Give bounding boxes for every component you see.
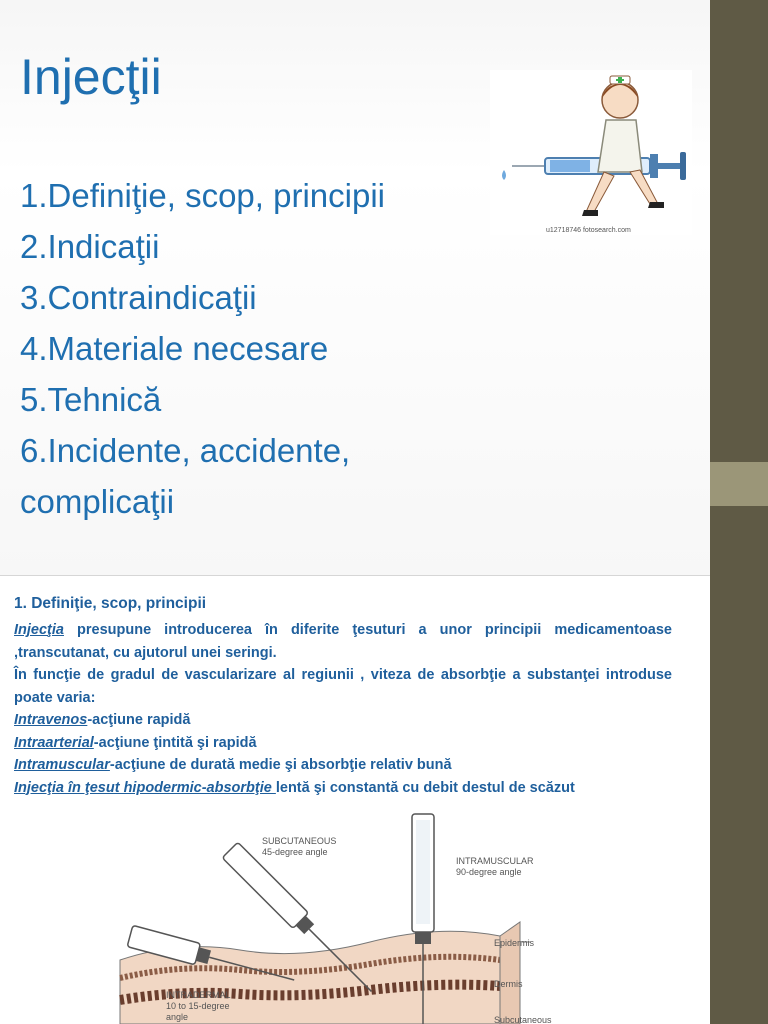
slide-title: Injecţii xyxy=(20,49,162,105)
table-of-contents xyxy=(20,170,385,527)
section-heading: 1. Definiţie, scop, principii xyxy=(14,595,207,612)
toc-item: 2.Indicaţii xyxy=(20,228,160,265)
text: lentă şi constantă cu debit destul de scăzut xyxy=(275,779,575,796)
label-intradermal-angle: 10 to 15-degree xyxy=(166,1001,230,1011)
list-item xyxy=(14,709,672,732)
term: Intramuscular xyxy=(14,757,110,773)
definition-section xyxy=(14,595,672,799)
list-item xyxy=(14,777,672,800)
toc-item: 6.Incidente, accidente, xyxy=(20,432,351,469)
nurse-syringe-illustration xyxy=(490,70,692,235)
label-epidermis: Epidermis xyxy=(494,938,535,948)
toc-item: 3.Contraindicaţii xyxy=(20,279,257,316)
term: Injecţia xyxy=(14,622,64,638)
term: Injecţia în ţesut hipodermic-absorbţie xyxy=(14,779,276,796)
toc-item: complicaţii xyxy=(20,483,175,520)
text: presupune introducerea în diferite ţesuturi a unor principii medicamentoase ,transcutanat, cu ajutorul unei seringi. xyxy=(14,622,672,661)
list-item xyxy=(14,754,672,777)
text: -acţiune rapidă xyxy=(87,712,191,728)
definition-paragraph xyxy=(14,619,672,664)
list-item xyxy=(14,732,672,755)
absorption-paragraph: În funcţie de gradul de vascularizare al regiunii , viteza de absorbţie a substanţei introduse poate varia: xyxy=(14,667,672,706)
toc-item: 1.Definiţie, scop, principii xyxy=(20,177,385,214)
label-intramuscular: INTRAMUSCULAR xyxy=(456,856,534,866)
label-subcutaneous-angle: 45-degree angle xyxy=(262,847,328,857)
sidebar-accent xyxy=(710,462,768,506)
label-dermis: Dermis xyxy=(494,979,523,989)
label-intradermal-angle-2: angle xyxy=(166,1012,189,1022)
label-intradermal: INTRADERMAL xyxy=(166,990,231,1000)
label-subcutaneous: SUBCUTANEOUS xyxy=(262,836,337,846)
term: Intraarterial xyxy=(14,734,94,751)
sidebar-bar xyxy=(710,0,768,462)
term: Intravenos xyxy=(14,712,88,728)
image-caption: u12718746 fotosearch.com xyxy=(546,227,631,234)
text: -acţiune ţintită şi rapidă xyxy=(93,734,257,751)
label-subcutaneous-layer: Subcutaneous xyxy=(494,1015,552,1024)
toc-item: 4.Materiale necesare xyxy=(20,330,329,367)
injection-angles-diagram xyxy=(110,810,580,1024)
toc-item: 5.Tehnică xyxy=(20,381,162,418)
text: -acţiune de durată medie şi absorbţie relativ bună xyxy=(109,757,452,773)
sidebar-bar-lower xyxy=(710,506,768,1024)
label-intramuscular-angle: 90-degree angle xyxy=(456,867,522,877)
slide-divider xyxy=(0,575,710,576)
